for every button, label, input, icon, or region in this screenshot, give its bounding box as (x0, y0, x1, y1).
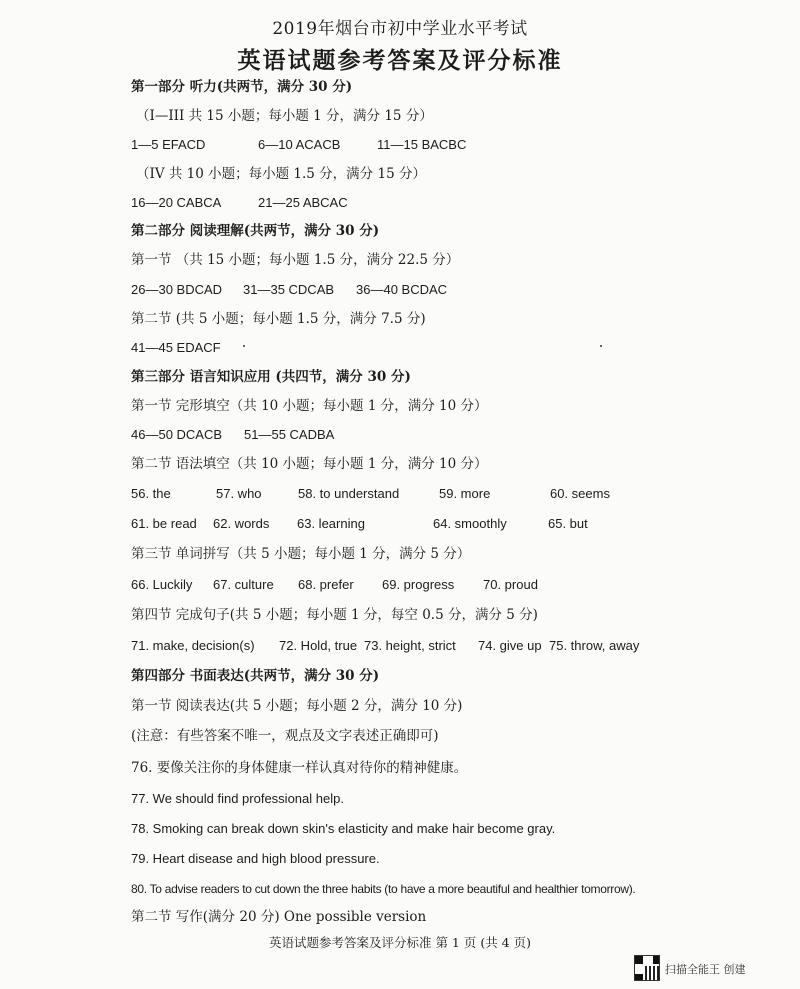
page-footer: 英语试题参考答案及评分标准 第 1 页 (共 4 页) (268, 935, 531, 950)
answer-group: 41—45 EDACF (131, 340, 221, 355)
part4-sec1: 第一节 阅读表达(共 5 小题；每小题 2 分，满分 10 分) (131, 698, 463, 714)
sentence-answer: 72. Hold, true (279, 638, 358, 653)
part3-sec4: 第四节 完成句子(共 5 小题；每小题 1 分，每空 0.5 分，满分 5 分) (131, 607, 538, 623)
answer-group: 1—5 EFACD (131, 137, 206, 152)
spelling-answer: 68. prefer (298, 577, 354, 592)
answer-group: 31—35 CDCAB (243, 282, 335, 297)
grammar-answer: 64. smoothly (433, 516, 507, 531)
answer-80: 80. To advise readers to cut down the three habits (to have a more beautiful and healthier tomorrow). (131, 882, 636, 896)
answer-77: 77. We should find professional help. (131, 791, 344, 806)
part1-title: 第一部分 听力(共两节，满分 30 分) (131, 79, 353, 95)
grammar-answer: 62. words (213, 516, 270, 531)
spelling-answer: 69. progress (382, 577, 455, 592)
scanner-watermark: 扫描全能王 创建 (665, 963, 746, 976)
sentence-answer: 71. make, decision(s) (131, 638, 255, 653)
scan-speck (243, 345, 245, 347)
part3-sec3: 第三节 单词拼写（共 5 小题；每小题 1 分，满分 5 分） (131, 546, 471, 562)
sentence-answer: 73. height, strict (364, 638, 456, 653)
grammar-answer: 61. be read (131, 516, 197, 531)
answer-group: 26—30 BDCAD (131, 282, 223, 297)
part4-sec2: 第二节 写作(满分 20 分) One possible version (131, 909, 427, 925)
grammar-answer: 56. the (131, 486, 171, 501)
answer-group: 21—25 ABCAC (258, 195, 348, 210)
exam-title: 2019年烟台市初中学业水平考试 (272, 19, 528, 39)
sentence-answer: 74. give up (478, 638, 542, 653)
answer-group: 36—40 BCDAC (356, 282, 448, 297)
grammar-answer: 58. to understand (298, 486, 400, 501)
grammar-answer: 63. learning (297, 516, 365, 531)
part2-title: 第二部分 阅读理解(共两节，满分 30 分) (131, 223, 380, 239)
part2-sec1: 第一节 （共 15 小题；每小题 1.5 分，满分 22.5 分） (131, 252, 460, 268)
answer-group: 11—15 BACBC (377, 137, 467, 152)
grammar-answer: 59. more (439, 486, 491, 501)
part3-sec2: 第二节 语法填空（共 10 小题；每小题 1 分，满分 10 分） (131, 456, 488, 472)
part1-sub2: （IV 共 10 小题；每小题 1.5 分，满分 15 分） (136, 166, 426, 182)
sentence-answer: 75. throw, away (549, 638, 640, 653)
spelling-answer: 66. Luckily (131, 577, 193, 592)
answer-group: 46—50 DCACB (131, 427, 223, 442)
part4-note: (注意：有些答案不唯一，观点及文字表述正确即可) (131, 728, 439, 744)
answer-79: 79. Heart disease and high blood pressure. (131, 851, 380, 866)
answer-key-title: 英语试题参考答案及评分标准 (237, 47, 563, 74)
scan-speck (600, 345, 602, 347)
spelling-answer: 70. proud (483, 577, 538, 592)
part4-title: 第四部分 书面表达(共两节，满分 30 分) (131, 668, 380, 684)
part1-sub1: （I—III 共 15 小题；每小题 1 分，满分 15 分） (136, 108, 433, 124)
spelling-answer: 67. culture (213, 577, 274, 592)
answer-78: 78. Smoking can break down skin's elasticity and make hair become gray. (131, 821, 556, 836)
answer-group: 6—10 ACACB (258, 137, 341, 152)
answer-group: 51—55 CADBA (244, 427, 335, 442)
part3-sec1: 第一节 完形填空（共 10 小题；每小题 1 分，满分 10 分） (131, 398, 488, 414)
part3-title: 第三部分 语言知识应用 (共四节，满分 30 分) (131, 369, 411, 385)
grammar-answer: 65. but (548, 516, 588, 531)
answer-group: 16—20 CABCA (131, 195, 222, 210)
grammar-answer: 60. seems (550, 486, 610, 501)
answer-76: 76. 要像关注你的身体健康一样认真对待你的精神健康。 (131, 760, 468, 776)
part2-sec2: 第二节 (共 5 小题；每小题 1.5 分，满分 7.5 分) (131, 311, 426, 327)
qr-code-icon (634, 955, 660, 981)
grammar-answer: 57. who (216, 486, 262, 501)
